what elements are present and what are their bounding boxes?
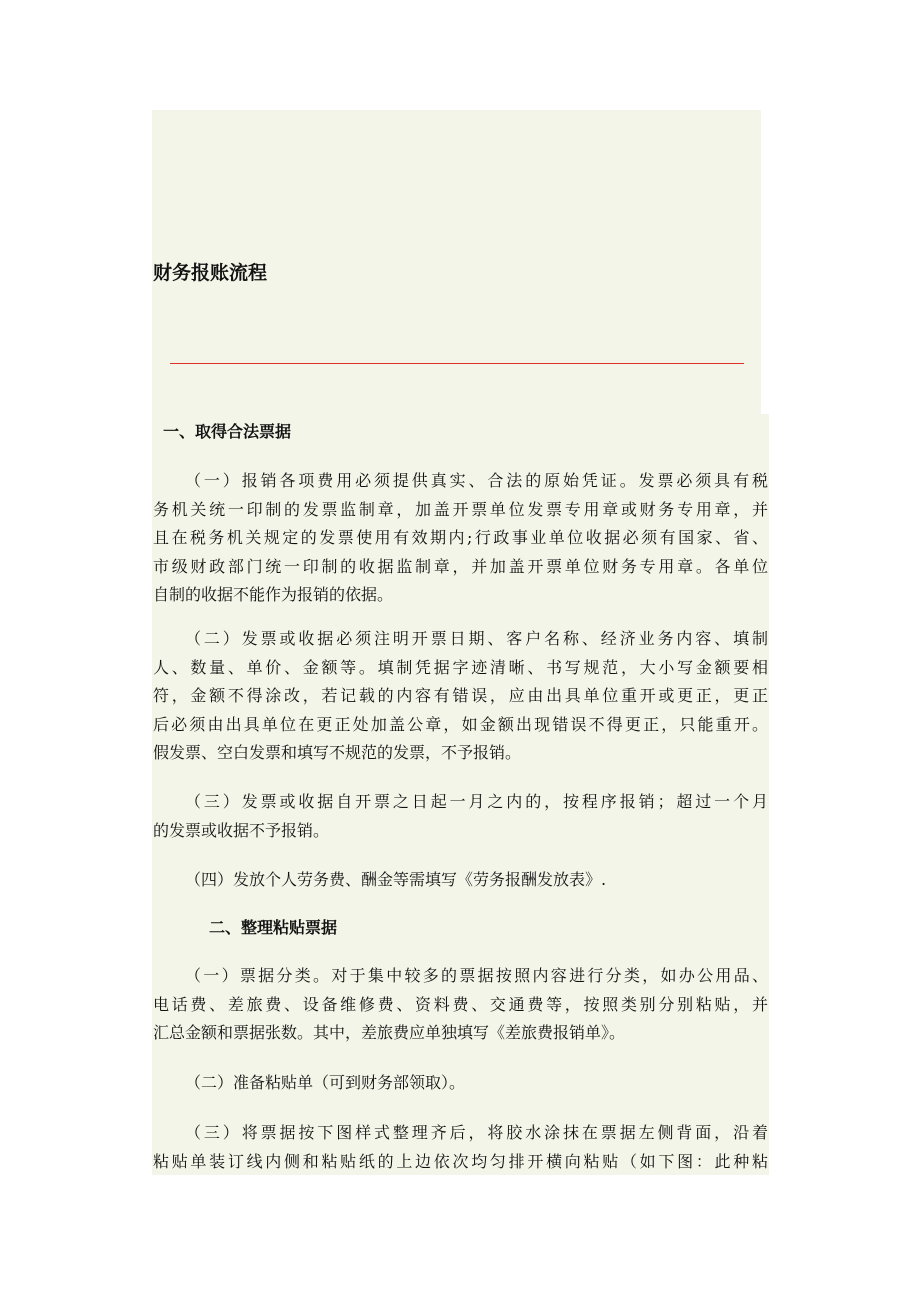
section-heading-1: 一、取得合法票据 [163,422,292,441]
paragraph-2-3 [153,1119,768,1176]
paragraph-line: （一）票据分类。对于集中较多的票据按照内容进行分类，如办公用品、 [185,966,768,985]
paragraph-1-2 [153,625,768,768]
paragraph-1-1 [153,467,768,610]
paragraph-line: 汇总金额和票据张数。其中，差旅费应单独填写《差旅费报销单》。 [153,1023,626,1042]
paragraph-line: 务机关统一印制的发票监制章，加盖开票单位发票专用章或财务专用章，并 [153,499,768,519]
paragraph-line: 人、数量、单价、金额等。填制凭据字迹清晰、书写规范，大小写金额要相 [153,657,768,677]
paragraph-1-3 [153,788,768,845]
title-divider [170,363,744,364]
paragraph-1-4 [153,866,768,895]
paragraph-line: 的发票或收据不予报销。 [153,820,330,840]
paragraph-line: （四）发放个人劳务费、酬金等需填写《劳务报酬发放表》. [185,870,607,889]
paragraph-line: 后必须由出具单位在更正处加盖公章，如金额出现错误不得更正，只能重开。 [153,714,768,734]
paragraph-line: （三）发票或收据自开票之日起一月之内的，按程序报销；超过一个月 [185,792,768,811]
paragraph-line: 自制的收据不能作为报销的依据。 [153,585,394,604]
paragraph-line: （二）准备粘贴单（可到财务部领取）。 [185,1073,466,1092]
paragraph-line: 电话费、差旅费、设备维修费、资料费、交通费等，按照类别分别粘贴，并 [153,994,768,1014]
paragraph-2-1 [153,962,768,1048]
paragraph-line: （三）将票据按下图样式整理齐后，将胶水涂抹在票据左侧背面，沿着 [185,1123,768,1142]
paragraph-line: 假发票、空白发票和填写不规范的发票，不予报销。 [153,743,522,762]
paragraph-line: 市级财政部门统一印制的收据监制章，并加盖开票单位财务专用章。各单位 [153,556,768,576]
paragraph-line: （二）发票或收据必须注明开票日期、客户名称、经济业务内容、填制 [185,629,768,648]
document-title: 财务报账流程 [153,262,268,284]
section-heading-2: 二、整理粘贴票据 [209,918,338,937]
paragraph-line: 符，金额不得涂改，若记载的内容有错误，应由出具单位重开或更正，更正 [153,686,768,705]
paragraph-line: （一）报销各项费用必须提供真实、合法的原始凭证。发票必须具有税 [185,471,768,490]
paragraph-2-2 [153,1069,768,1098]
paragraph-line: 粘贴单装订线内侧和粘贴纸的上边依次均匀排开横向粘贴（如下图：此种粘 [153,1151,768,1171]
paragraph-line: 且在税务机关规定的发票使用有效期内;行政事业单位收据必须有国家、省、 [153,528,768,547]
